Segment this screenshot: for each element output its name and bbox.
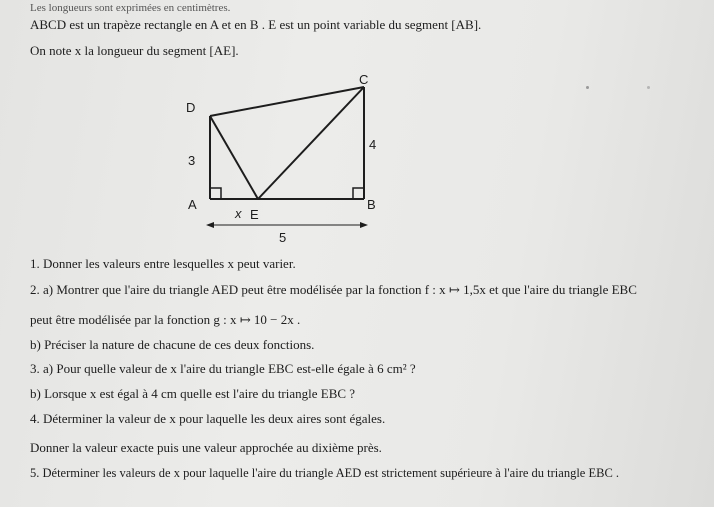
label-E: E — [250, 207, 259, 222]
question-5: 5. Déterminer les valeurs de x pour laquelle l'aire du triangle AED est strictement supérieure à l'aire du triangle EBC . — [30, 466, 620, 480]
label-D: D — [186, 100, 196, 115]
segment-DE — [210, 116, 258, 199]
arrow-left-icon — [206, 222, 214, 228]
label-A: A — [188, 197, 197, 212]
label-B: B — [367, 197, 376, 212]
label-C: C — [359, 72, 369, 87]
intro-line-1: ABCD est un trapèze rectangle en A et en B . E est un point variable du segment [AB]. — [30, 17, 482, 32]
right-angle-B — [353, 188, 364, 199]
label-x: x — [235, 206, 242, 221]
trapezoid-figure — [178, 68, 378, 248]
question-2a: 2. a) Montrer que l'aire du triangle AED peut être modélisée par la fonction f : x ↦ 1,5x et que l'aire du triangle EBC — [30, 282, 637, 297]
label-3: 3 — [188, 153, 196, 168]
speck — [647, 86, 650, 89]
label-5: 5 — [279, 230, 287, 245]
question-2a-cont: peut être modélisée par la fonction g : x ↦ 10 − 2x . — [30, 312, 301, 327]
question-1: 1. Donner les valeurs entre lesquelles x peut varier. — [30, 256, 296, 271]
question-4: 4. Déterminer la valeur de x pour laquelle les deux aires sont égales. — [30, 411, 386, 426]
right-angle-A — [210, 188, 221, 199]
speck — [586, 86, 589, 89]
intro-line-2: On note x la longueur du segment [AE]. — [30, 43, 239, 58]
question-4-cont: Donner la valeur exacte puis une valeur approchée au dixième près. — [30, 440, 382, 455]
trapezoid-svg — [178, 68, 378, 248]
arrow-right-icon — [360, 222, 368, 228]
question-3b: b) Lorsque x est égal à 4 cm quelle est l'aire du triangle EBC ? — [30, 386, 356, 401]
question-3a: 3. a) Pour quelle valeur de x l'aire du triangle EBC est-elle égale à 6 cm² ? — [30, 361, 416, 376]
label-4: 4 — [369, 137, 377, 152]
question-2b: b) Préciser la nature de chacune de ces deux fonctions. — [30, 337, 315, 352]
units-note: Les longueurs sont exprimées en centimètres. — [30, 2, 231, 14]
